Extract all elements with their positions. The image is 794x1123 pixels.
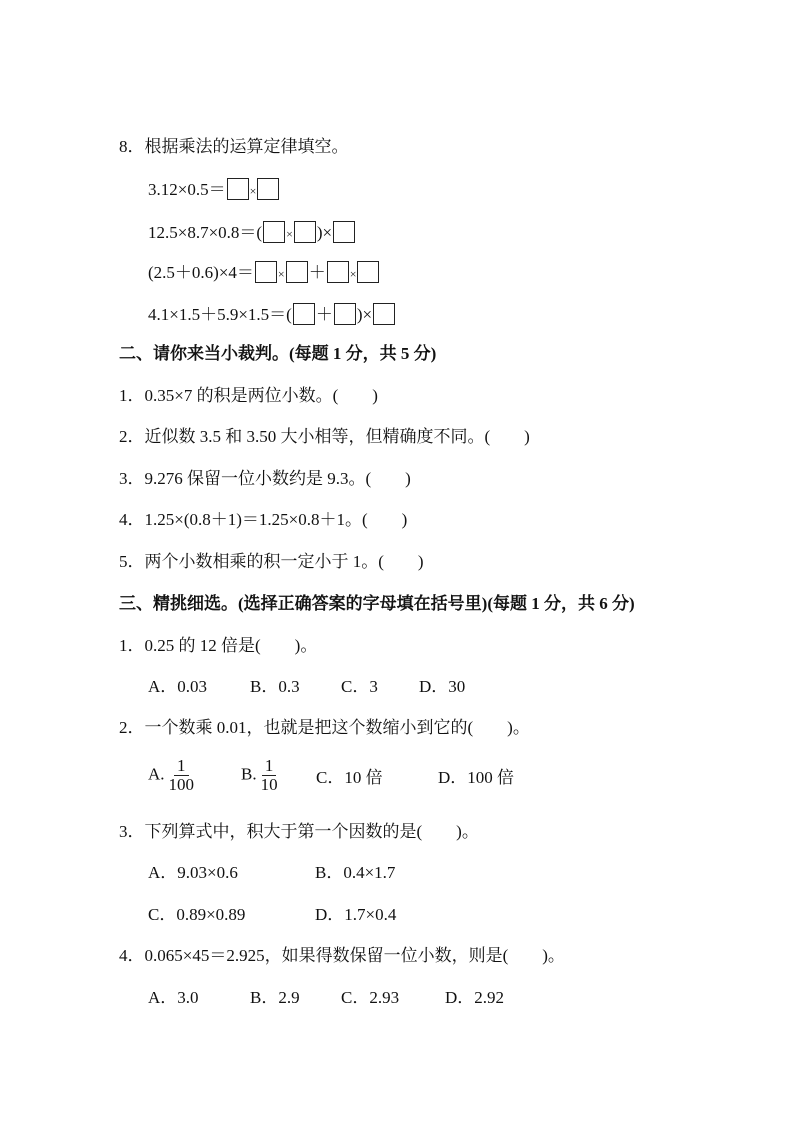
choice-q2-option-d: D．100 倍: [438, 768, 515, 787]
q8-row-1-expr: 3.12×0.5＝: [148, 180, 226, 199]
choice-q2-option-a: [148, 757, 198, 794]
choice-q2-option-c: C．10 倍: [316, 768, 383, 787]
times-sign: ×: [249, 184, 257, 198]
choice-q2-option-b: [241, 757, 282, 794]
fraction-numerator: 1: [262, 757, 277, 776]
answer-box[interactable]: [333, 221, 355, 243]
close-paren-times: )×: [356, 305, 373, 324]
choice-q4-stem: 4．0.065×45＝2.925，如果得数保留一位小数，则是( )。: [119, 946, 565, 965]
q8-row-3: [148, 261, 380, 285]
choice-q2-stem: 2．一个数乘 0.01，也就是把这个数缩小到它的( )。: [119, 718, 530, 737]
choice-q4-option-d: D．2.92: [445, 988, 505, 1007]
choice-q1-option-b: B．0.3: [250, 677, 300, 696]
choice-q3-option-a: A．9.03×0.6: [148, 863, 238, 882]
q8-row-4-expr: 4.1×1.5＋5.9×1.5＝(: [148, 305, 292, 324]
answer-box[interactable]: [227, 178, 249, 200]
q8-row-1: [148, 178, 280, 202]
q8-row-4: [148, 303, 396, 327]
judge-item-4: 4．1.25×(0.8＋1)＝1.25×0.8＋1。( ): [119, 510, 408, 529]
times-sign: ×: [349, 267, 357, 281]
times-sign: ×: [277, 267, 285, 281]
close-paren-times: )×: [316, 223, 333, 242]
answer-box[interactable]: [373, 303, 395, 325]
fraction-denominator: 10: [260, 775, 278, 794]
plus-sign: ＋: [308, 263, 326, 282]
q8-row-3-expr: (2.5＋0.6)×4＝: [148, 263, 254, 282]
answer-box[interactable]: [263, 221, 285, 243]
fraction-numerator: 1: [174, 757, 189, 776]
option-b-label: B.: [241, 764, 257, 784]
section-2-title: 二、请你来当小裁判。(每题 1 分，共 5 分): [119, 344, 437, 363]
judge-item-2: 2．近似数 3.5 和 3.50 大小相等，但精确度不同。( ): [119, 427, 530, 446]
judge-item-1: 1．0.35×7 的积是两位小数。( ): [119, 386, 378, 405]
section-3-title: 三、精挑细选。(选择正确答案的字母填在括号里)(每题 1 分，共 6 分): [119, 594, 635, 613]
answer-box[interactable]: [357, 261, 379, 283]
answer-box[interactable]: [327, 261, 349, 283]
choice-q1-option-a: A．0.03: [148, 677, 208, 696]
q8-title: 8．根据乘法的运算定律填空。: [119, 137, 349, 156]
option-a-label: A.: [148, 764, 165, 784]
fraction-denominator: 100: [168, 775, 195, 794]
choice-q4-option-b: B．2.9: [250, 988, 300, 1007]
q8-row-2-expr: 12.5×8.7×0.8＝(: [148, 223, 263, 242]
fraction-1-100: [166, 757, 198, 794]
choice-q3-option-c: C．0.89×0.89: [148, 905, 246, 924]
answer-box[interactable]: [334, 303, 356, 325]
choice-q3-option-d: D．1.7×0.4: [315, 905, 397, 924]
times-sign: ×: [286, 227, 293, 241]
choice-q1-option-c: C．3: [341, 677, 378, 696]
q8-row-2: [148, 221, 356, 245]
choice-q4-option-a: A．3.0: [148, 988, 199, 1007]
answer-box[interactable]: [294, 221, 316, 243]
plus-sign: ＋: [315, 305, 333, 324]
answer-box[interactable]: [255, 261, 277, 283]
choice-q3-stem: 3．下列算式中，积大于第一个因数的是( )。: [119, 822, 479, 841]
answer-box[interactable]: [257, 178, 279, 200]
choice-q4-option-c: C．2.93: [341, 988, 400, 1007]
fraction-1-10: [258, 757, 281, 794]
answer-box[interactable]: [293, 303, 315, 325]
choice-q1-stem: 1．0.25 的 12 倍是( )。: [119, 636, 318, 655]
choice-q1-option-d: D．30: [419, 677, 466, 696]
choice-q3-option-b: B．0.4×1.7: [315, 863, 396, 882]
answer-box[interactable]: [286, 261, 308, 283]
judge-item-5: 5．两个小数相乘的积一定小于 1。( ): [119, 552, 424, 571]
judge-item-3: 3．9.276 保留一位小数约是 9.3。( ): [119, 469, 411, 488]
